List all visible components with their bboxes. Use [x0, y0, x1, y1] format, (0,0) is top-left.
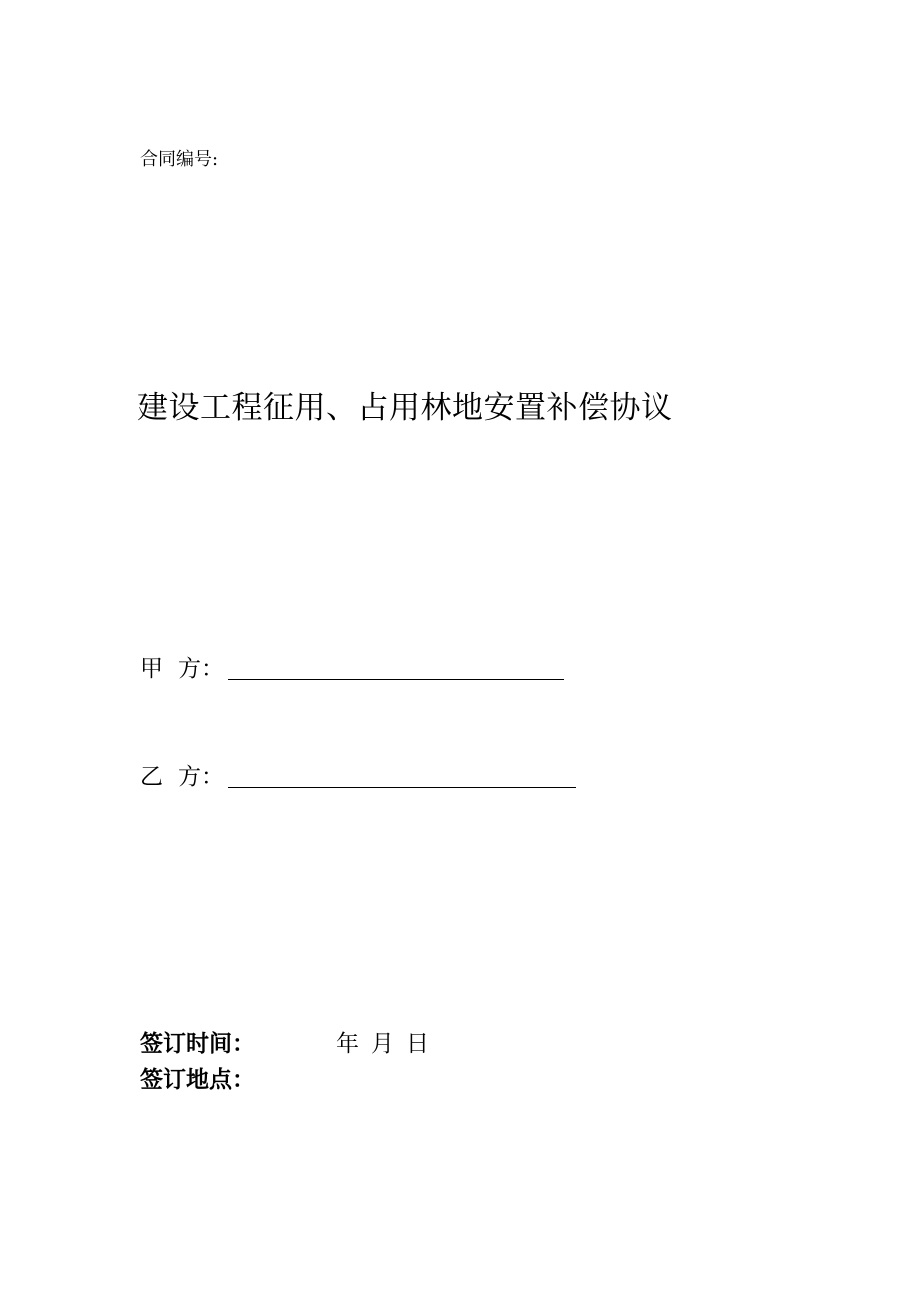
party-b-row	[140, 758, 576, 792]
contract-number-label: 合同编号:	[140, 149, 219, 170]
party-b-label-suffix: 方：	[178, 764, 224, 790]
party-b-label-char: 乙	[140, 764, 163, 790]
party-a-label-suffix: 方：	[178, 656, 224, 682]
date-day: 日	[406, 1031, 429, 1057]
party-a-row	[140, 650, 564, 684]
party-a-label	[140, 654, 224, 684]
party-a-label-char: 甲	[140, 656, 163, 682]
party-b-blank-line	[228, 763, 576, 788]
signing-place-label: 签订地点：	[140, 1067, 255, 1093]
signing-time-label: 签订时间：	[140, 1031, 255, 1057]
party-a-blank-line	[228, 655, 564, 680]
document-title: 建设工程征用、占用林地安置补偿协议	[137, 390, 673, 426]
party-b-label	[140, 762, 224, 792]
signing-date	[336, 1028, 441, 1060]
date-year: 年	[336, 1031, 359, 1057]
date-month: 月	[371, 1031, 394, 1057]
